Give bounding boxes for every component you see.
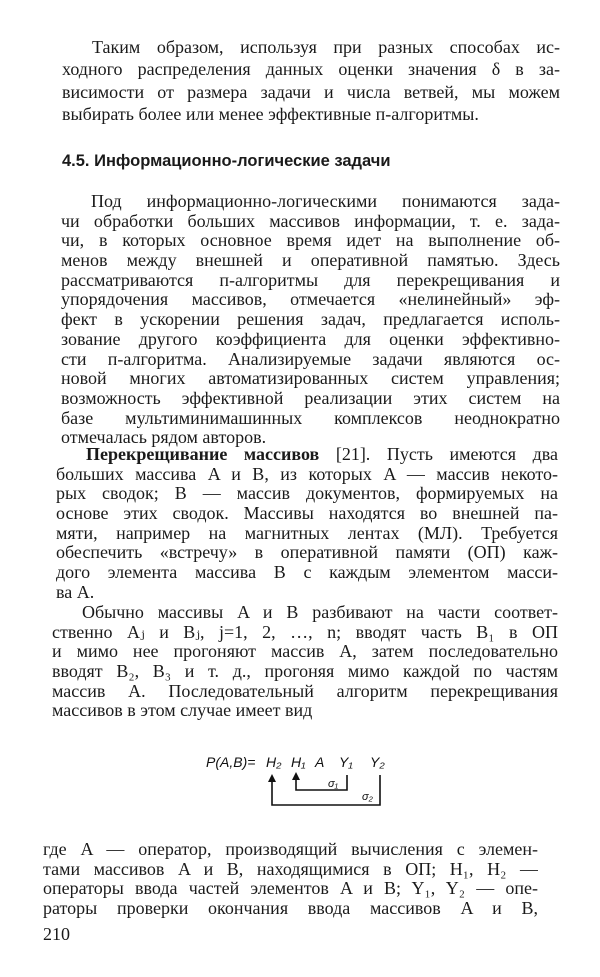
text-line: раторы проверки окончания ввода массивов A и B, <box>43 899 538 919</box>
formula-sigma2: σ₂ <box>362 791 373 803</box>
text-line: ственно Aⱼ и Bⱼ, j=1, 2, …, n; вводят часть B₁ в ОП <box>52 622 558 642</box>
text-line: ходного распределения данных оценки значения δ в за- <box>62 59 560 80</box>
paragraph-conclusion <box>62 36 560 125</box>
formula-y1: Y₁ <box>339 754 353 770</box>
page-number: 210 <box>43 924 70 944</box>
text-line: базе мультиминимашинных комплексов неоднократно <box>61 408 560 428</box>
text-line: обеспечить «встречу» в оперативной памяти (ОП) каж- <box>56 543 558 563</box>
text-line: больших массива A и B, из которых A — массив некото- <box>56 464 558 484</box>
text-line: возможность эффективной реализации этих систем на <box>61 388 560 408</box>
run-in-heading: Перекрещивание массивов <box>86 445 320 464</box>
text-line <box>56 445 558 465</box>
text-line: где A — оператор, производящий вычисления с элемен- <box>43 840 538 859</box>
text-line: ва A. <box>56 582 95 602</box>
formula-a: A <box>315 754 325 770</box>
text-line: рых сводок; B — массив документов, формируемых на <box>56 484 558 504</box>
formula-sigma1: σ₁ <box>328 778 339 790</box>
text-line: основе этих сводок. Массивы находятся во внешней па- <box>56 504 558 524</box>
text-run: [21]. Пусть имеются два <box>319 445 558 464</box>
paragraph-intro <box>61 192 560 448</box>
text-line: Таким образом, используя при разных способах ис- <box>92 37 560 57</box>
formula-lhs: P(A,B)= <box>206 754 256 770</box>
text-line: упорядочения массивов, отмечается «нелинейный» эф- <box>61 290 560 310</box>
arrow-head-icon <box>268 774 276 782</box>
text-line: массивов в этом случае имеет вид <box>52 701 313 721</box>
arrow-head-icon <box>292 772 300 780</box>
section-heading: 4.5. Информационно-логические задачи <box>62 152 391 170</box>
text-line: выбирать более или менее эффективные п-алгоритмы. <box>62 103 479 124</box>
paragraph-sequential-algorithm <box>52 603 558 721</box>
text-line: и мимо нее прогоняют массив A, затем последовательно <box>52 642 558 662</box>
text-line: массив A. Последовательный алгоритм перекрещивания <box>52 681 558 701</box>
text-line: отмечалась рядом авторов. <box>61 428 267 448</box>
text-line: висимости от размера задачи и числа ветвей, мы можем <box>62 81 560 102</box>
text-line: Обычно массивы A и B разбивают на части соответ- <box>82 603 558 622</box>
text-line: новой многих автоматизированных систем управления; <box>61 369 560 389</box>
text-line: менов между внешней и оперативной памятью. Здесь <box>61 251 560 271</box>
paragraph-operators <box>43 840 538 919</box>
formula-h1: H₁ <box>291 754 306 770</box>
paragraph-array-crossing <box>56 445 558 603</box>
text-line: мяти, например на магнитных лентах (МЛ). Требуется <box>56 523 558 543</box>
formula-h2: H₂ <box>266 754 282 770</box>
text-line: рассматриваются п-алгоритмы для перекрещивания и <box>61 270 560 290</box>
algorithm-formula <box>190 745 410 815</box>
text-line: чи, в которых основное время идет на выполнение об- <box>61 231 560 251</box>
text-line: тами массивов A и B, находящимися в ОП; H₁, H₂ — <box>43 859 538 879</box>
text-line: дого элемента массива B с каждым элементом масси- <box>56 563 558 583</box>
text-line: сти п-алгоритма. Анализируемые задачи являются ос- <box>61 349 560 369</box>
text-line: фект в ускорении решения задач, предлагается исполь- <box>61 310 560 330</box>
text-line: вводят B₂, B₃ и т. д., прогоняя мимо каждой по частям <box>52 662 558 682</box>
formula-y2: Y₂ <box>370 754 385 770</box>
text-line: зование другого коэффициента для оценки эффективно- <box>61 329 560 349</box>
text-line: чи обработки больших массивов информации, т. е. зада- <box>61 211 560 231</box>
text-line: Под информационно-логическими понимаются зада- <box>91 192 560 211</box>
text-line: операторы ввода частей элементов A и B; Y₁, Y₂ — опе- <box>43 879 538 899</box>
